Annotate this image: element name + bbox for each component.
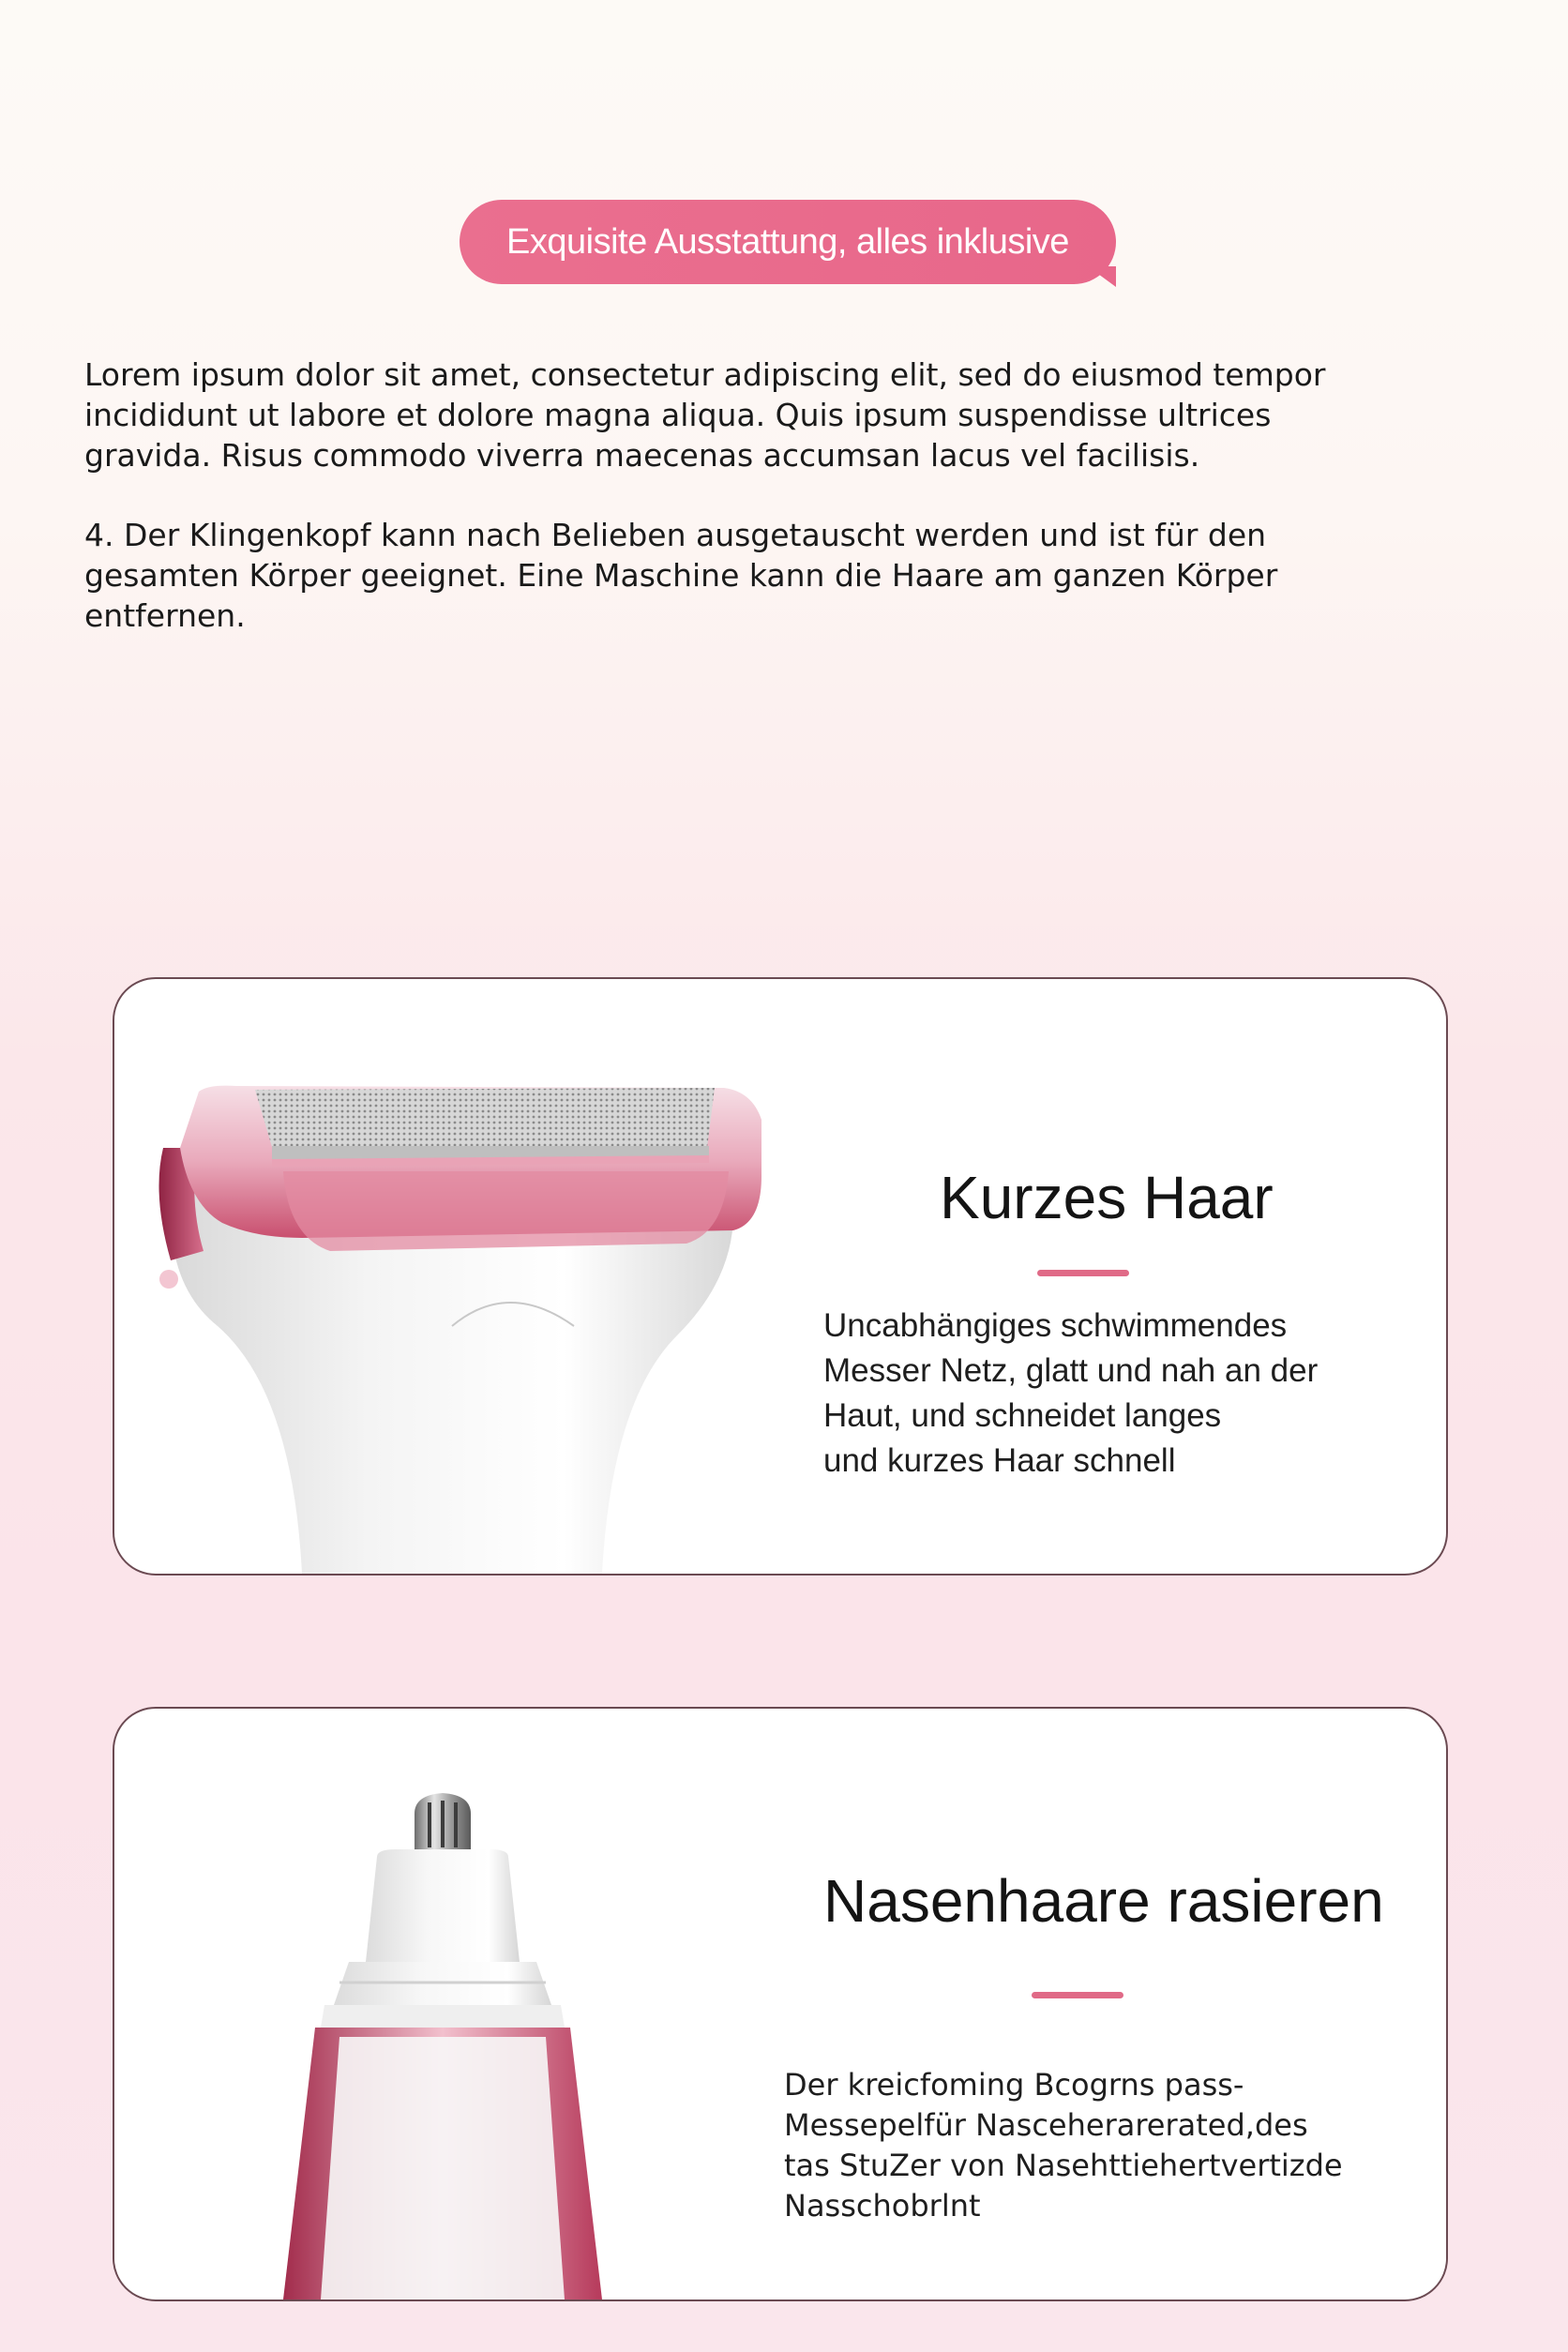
title-underline — [1032, 1992, 1123, 1998]
section-title-pill — [460, 200, 1116, 284]
intro-paragraph-2 — [84, 515, 1491, 636]
intro-line: incididunt ut labore et dolore magna aliqua. Quis ipsum suspendisse ultrices — [84, 397, 1272, 433]
intro-paragraph-1 — [84, 354, 1491, 475]
shaver-head-icon — [114, 979, 790, 1574]
description-line: Nasschobrlnt — [784, 2188, 981, 2224]
intro-line: entfernen. — [84, 597, 246, 634]
intro-line: gesamten Körper geeignet. Eine Maschine kann die Haare am ganzen Körper — [84, 557, 1278, 594]
feature-card-nose-hair — [113, 1707, 1448, 2301]
description-line: Haut, und schneidet langes — [823, 1397, 1222, 1434]
description-line: Uncabhängiges schwimmendes — [823, 1307, 1288, 1344]
nose-trimmer-icon — [114, 1709, 790, 2299]
intro-line: gravida. Risus commodo viverra maecenas accumsan lacus vel facilisis. — [84, 437, 1200, 474]
section-title-label: Exquisite Ausstattung, alles inklusive — [506, 221, 1069, 262]
description-line: Messepelfür Nasceherarerated,des — [784, 2107, 1308, 2143]
card-description — [784, 2065, 1343, 2226]
intro-text — [84, 354, 1491, 675]
description-line: Der kreicfoming Bcogrns pass- — [784, 2067, 1244, 2103]
description-line: tas StuZer von Nasehttiehertvertizde — [784, 2148, 1343, 2183]
title-underline — [1037, 1270, 1129, 1276]
pill-tail-decoration — [1088, 266, 1116, 287]
feature-card-short-hair — [113, 977, 1448, 1576]
intro-line: Lorem ipsum dolor sit amet, consectetur adipiscing elit, sed do eiusmod tempor — [84, 356, 1326, 393]
description-line: Messer Netz, glatt und nah an der — [823, 1352, 1319, 1389]
card-title: Kurzes Haar — [940, 1164, 1274, 1231]
description-line: und kurzes Haar schnell — [823, 1442, 1176, 1479]
card-title: Nasenhaare rasieren — [823, 1867, 1384, 1935]
intro-line: 4. Der Klingenkopf kann nach Belieben ausgetauscht werden und ist für den — [84, 517, 1267, 553]
card-description — [823, 1304, 1318, 1484]
